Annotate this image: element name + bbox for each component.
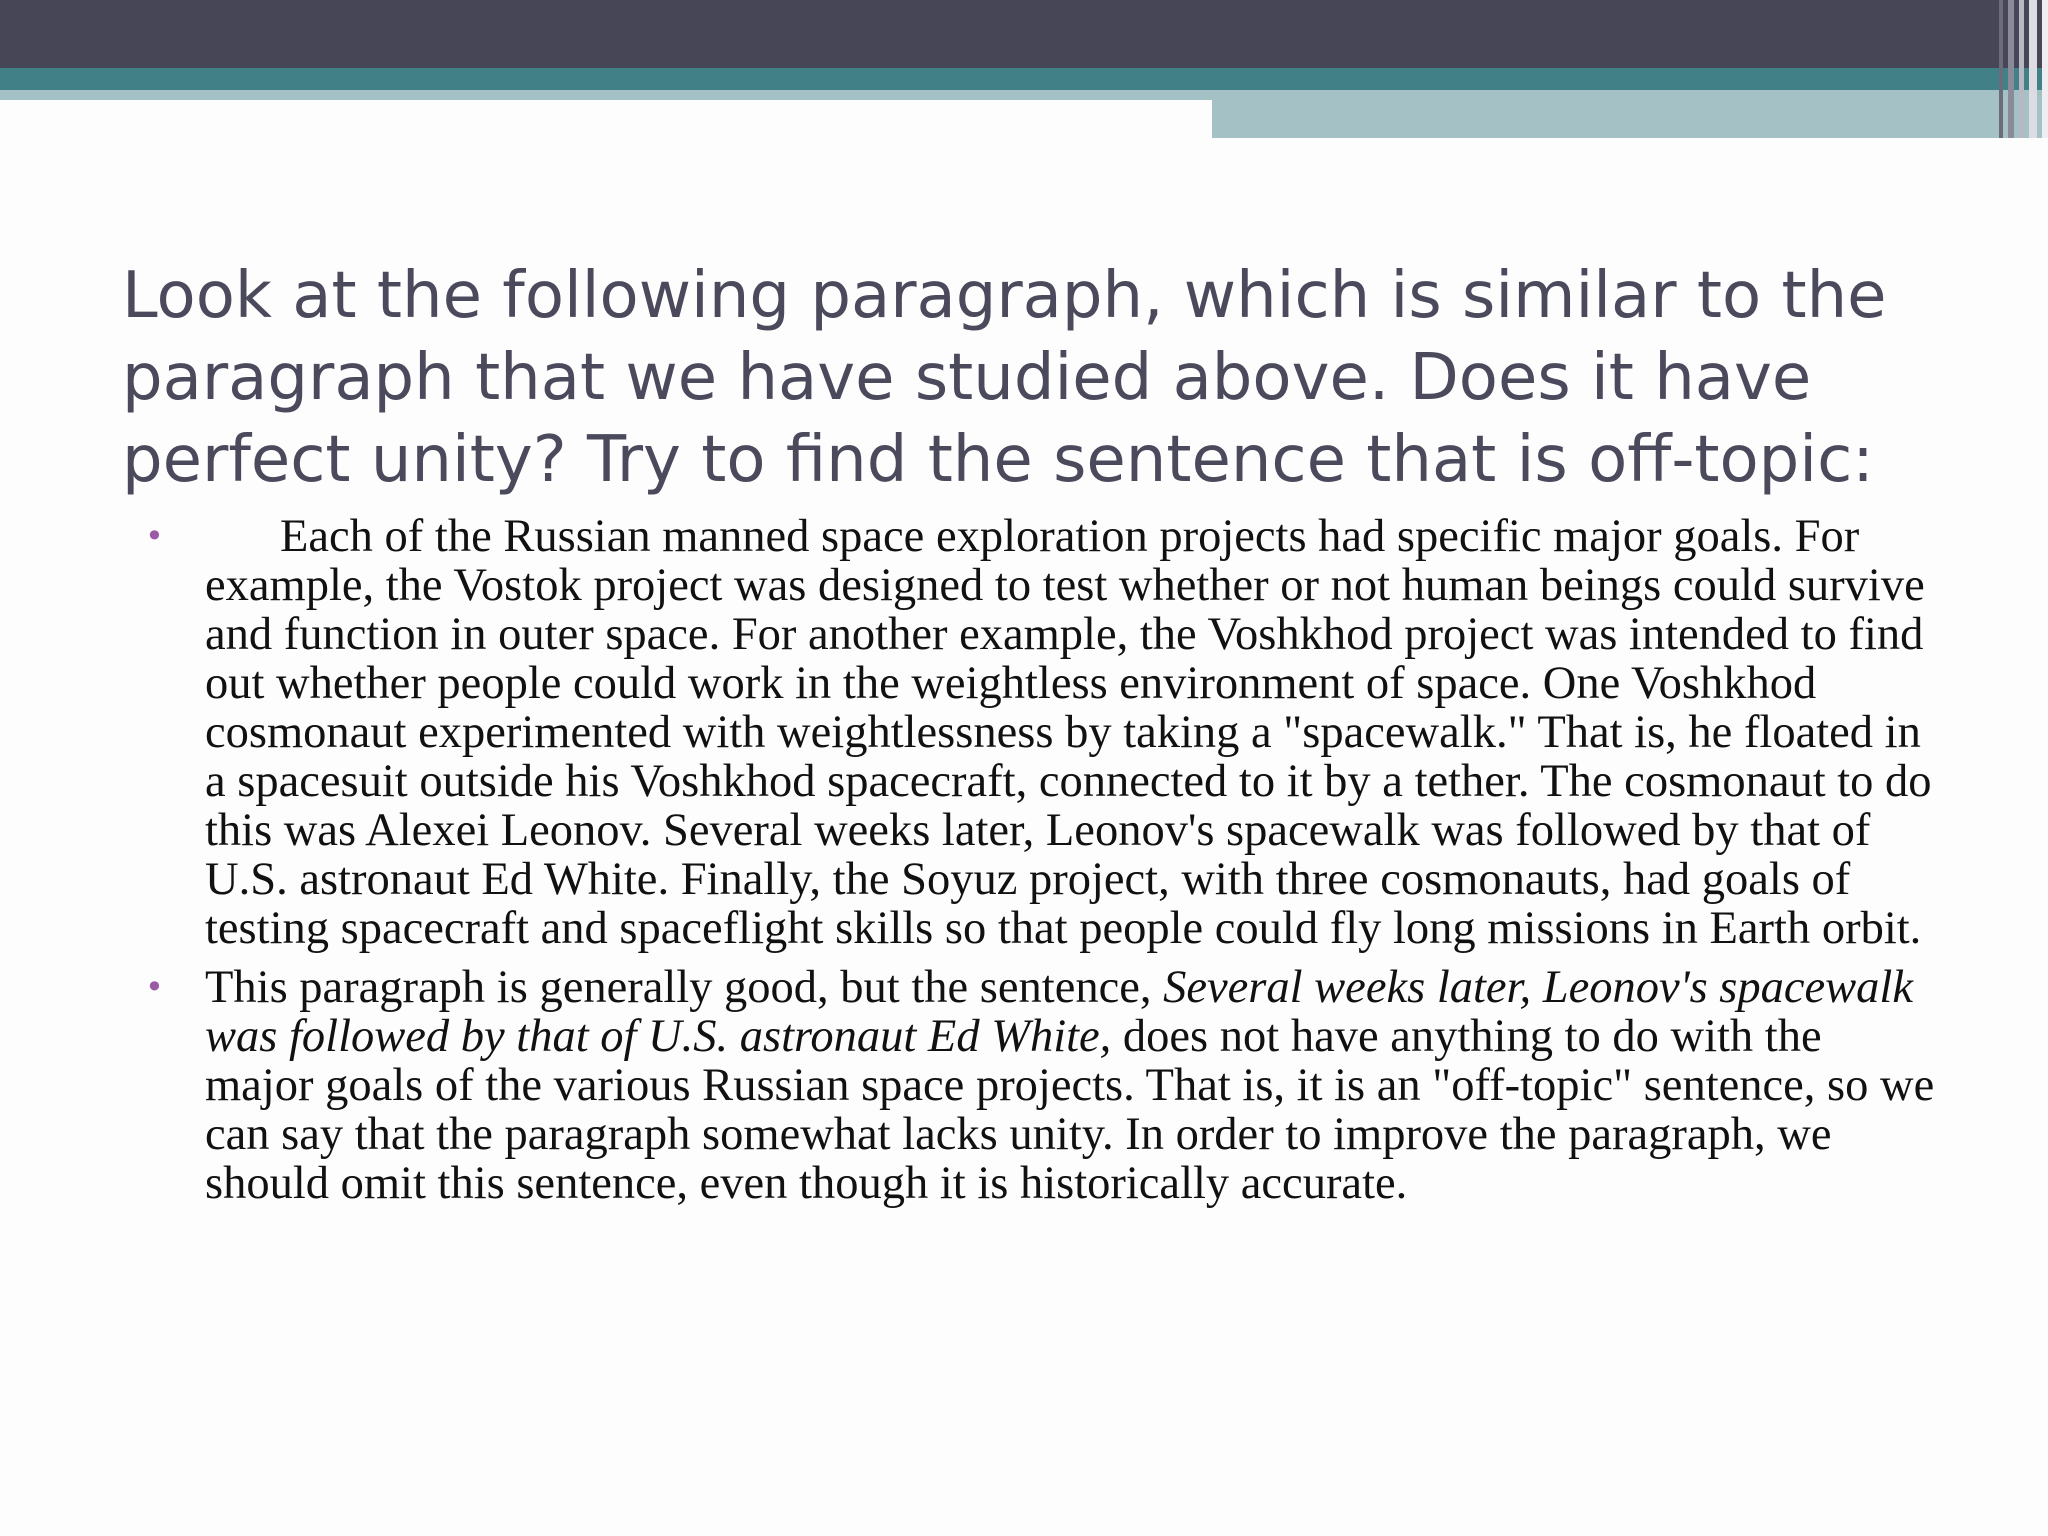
bullet-item-explanation: [145, 963, 1935, 1208]
off-topic-sentence: Several weeks later, Leonov's spacewalk was followed by that of U.S. astronaut Ed White,: [205, 962, 1913, 1062]
bullet-icon: •: [145, 517, 164, 555]
header-teal-band: [0, 68, 2048, 90]
corner-stripe: [2029, 0, 2037, 138]
bullet-item-paragraph: [145, 512, 1935, 953]
header-dark-band: [0, 0, 2048, 68]
header-light-band-left: [0, 90, 1212, 100]
bullet-icon: •: [145, 968, 164, 1006]
corner-stripes-decoration: [1990, 0, 2048, 138]
corner-stripe: [2042, 0, 2048, 138]
explanation-text-before: This paragraph is generally good, but the sentence,: [205, 962, 1164, 1013]
corner-stripe: [1999, 0, 2003, 138]
slide-body: [145, 512, 1935, 1218]
example-paragraph-text: Each of the Russian manned space exploration projects had specific major goals. For example, the Vostok project was designed to test whether or not human beings could survive and function in outer space. For another example, the Voshkhod project was intended to find out whether people could work in the weightless environment of space. One Voshkhod cosmonaut experimented with weightlessness by taking a "spacewalk." That is, he floated in a spacesuit outside his Voshkhod spacecraft, connected to it by a tether. The cosmonaut to do this was Alexei Leonov. Several weeks later, Leonov's spacewalk was followed by that of U.S. astronaut Ed White. Finally, the Soyuz project, with three cosmonauts, had goals of testing spacecraft and spaceflight skills so that people could fly long missions in Earth orbit.: [205, 511, 1932, 954]
header-light-band-right: [1212, 90, 2048, 138]
corner-stripe: [2019, 0, 2024, 138]
explanation-text-after: does not have anything to do with the major goals of the various Russian space projects. That is, it is an "off-topic" sentence, so we can say that the paragraph somewhat lacks unity. In order to improve the paragraph, we should omit this sentence, even though it is historically accurate.: [205, 1011, 1935, 1209]
slide-title: Look at the following paragraph, which is similar to the paragraph that we have studied above. Does it have perfect unity? Try to find the sentence that is off-topic:: [122, 259, 1887, 497]
corner-stripe: [2008, 0, 2014, 138]
